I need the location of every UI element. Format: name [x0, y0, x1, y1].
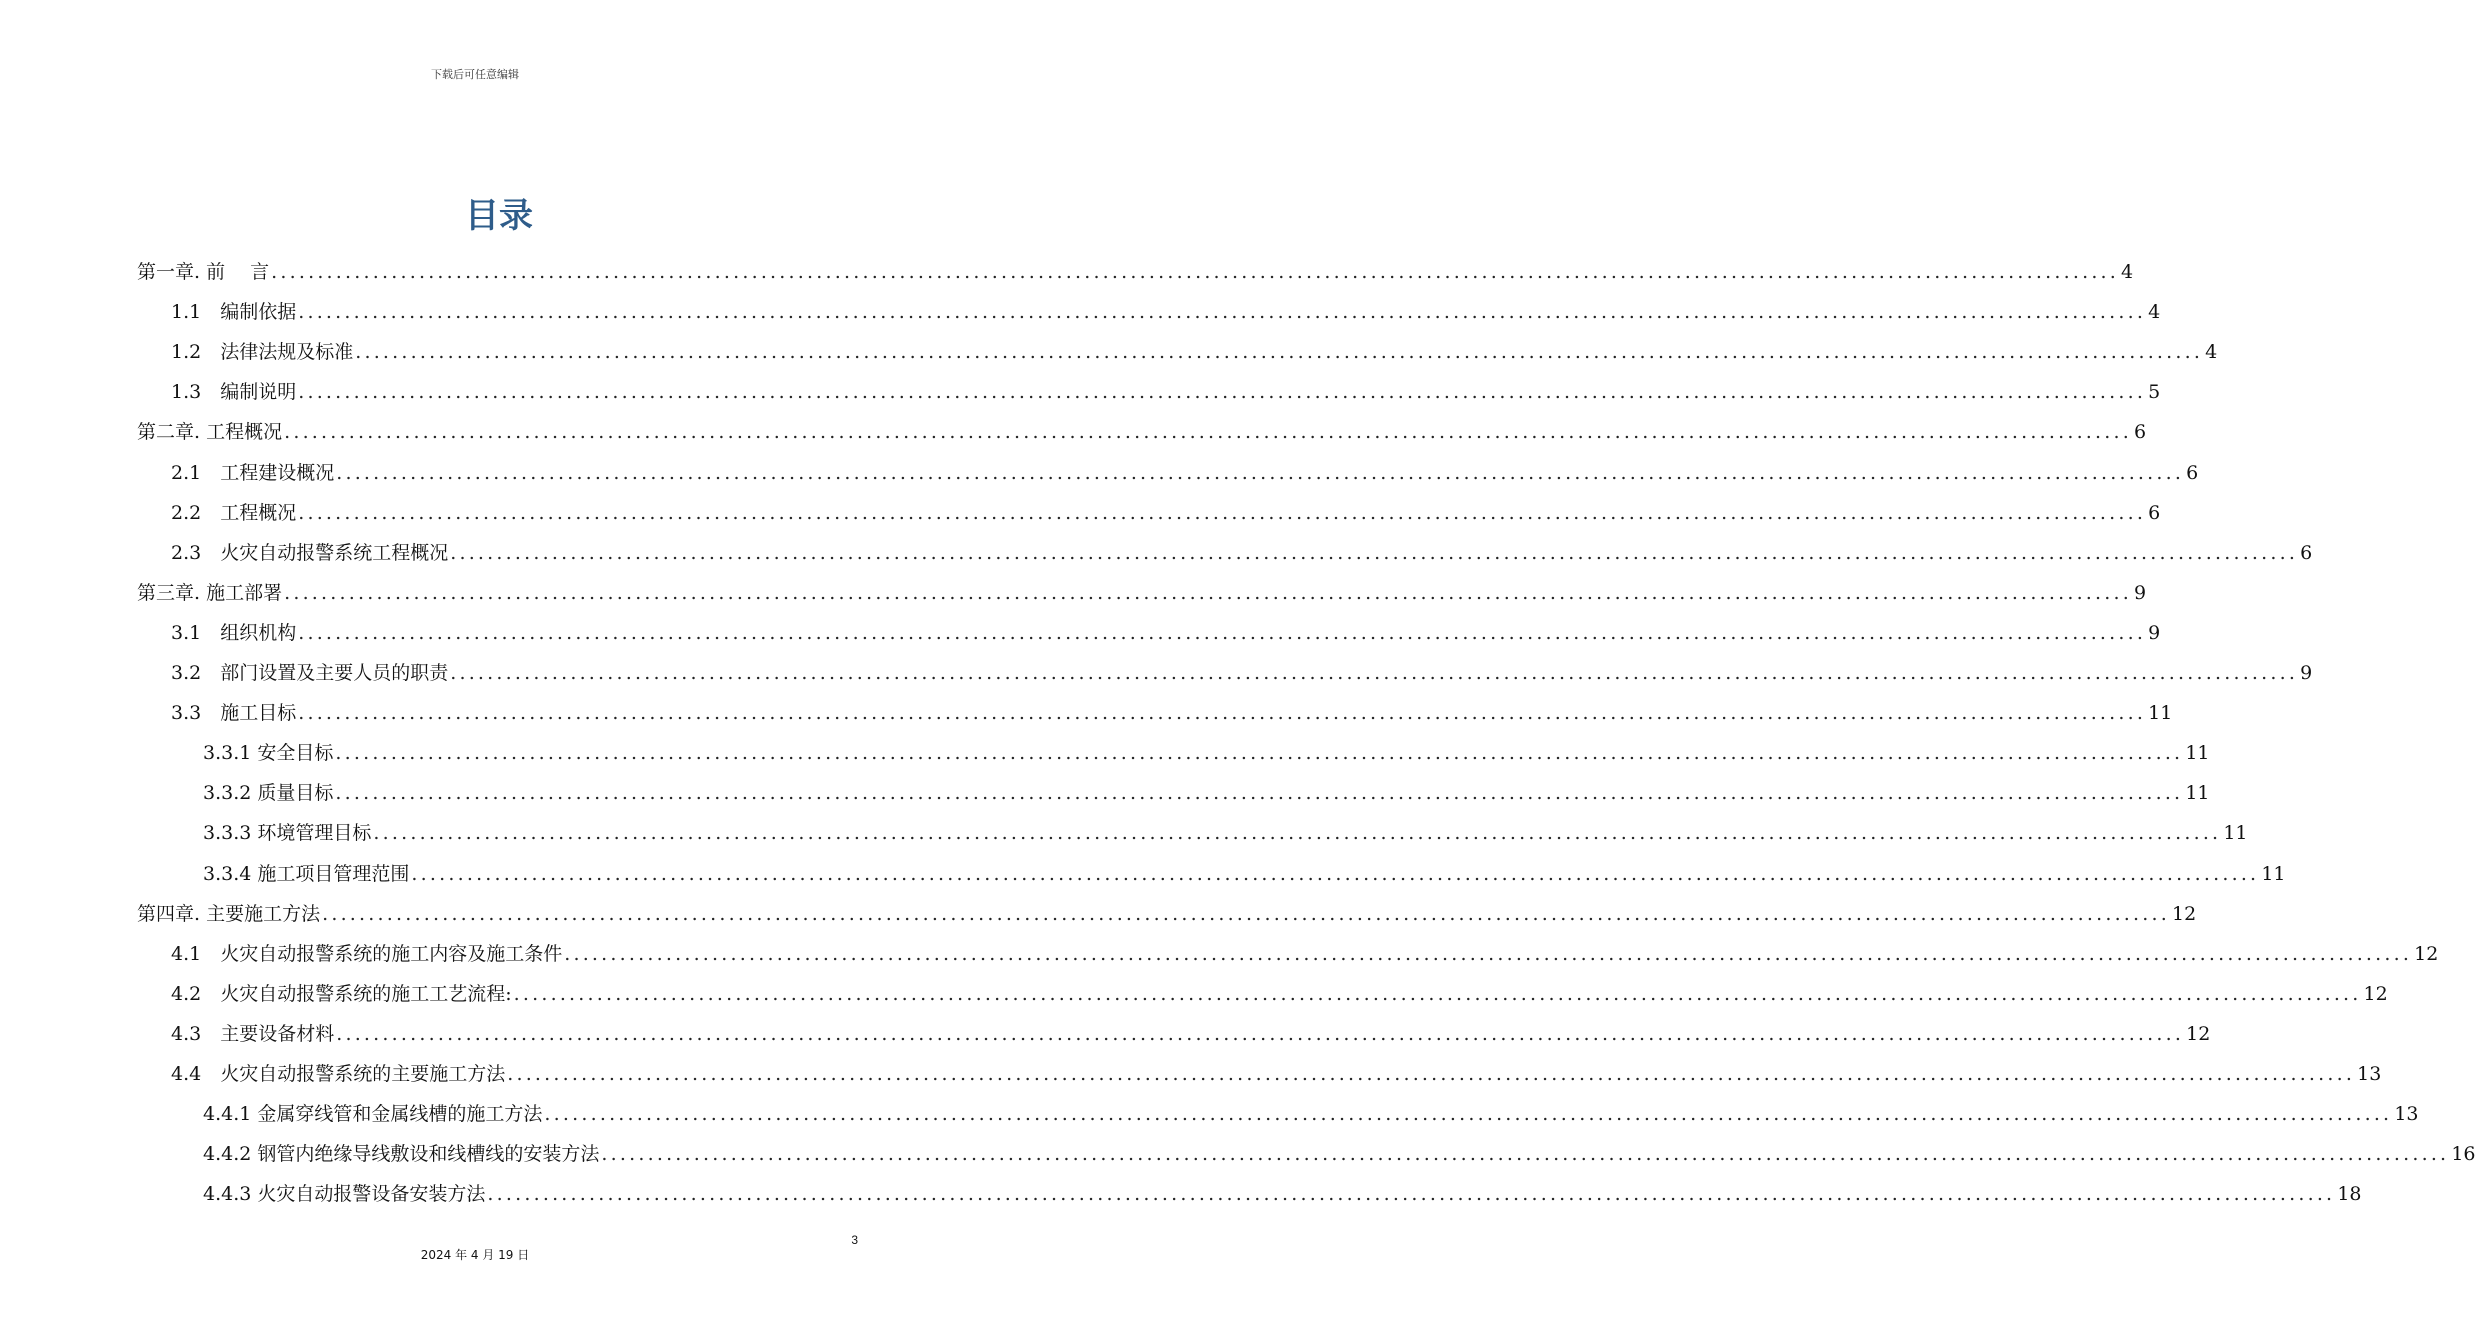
toc-leader-dots: ........................................................................................................................................................................................................ [450, 541, 2299, 564]
toc-leader-dots: ........................................................................................................................................................................................................ [298, 381, 2147, 404]
toc-entry[interactable] [171, 613, 2161, 653]
toc-entry-page: 18 [2337, 1183, 2362, 1206]
page-header: 下载后可任意编辑 [431, 68, 519, 81]
toc-leader-dots: ........................................................................................................................................................................................................ [601, 1143, 2450, 1166]
toc-entry-page: 6 [2134, 421, 2147, 444]
toc-leader-dots: ........................................................................................................................................................................................................ [284, 421, 2133, 444]
toc-entry-label: 2.1 工程建设概况 [171, 461, 335, 484]
toc-entry-page: 11 [2185, 742, 2210, 765]
toc-entry[interactable] [203, 773, 2210, 813]
toc-entry[interactable] [203, 733, 2210, 773]
toc-entry[interactable] [171, 332, 2218, 372]
toc-entry-label: 1.2 法律法规及标准 [171, 341, 354, 364]
toc-leader-dots: ........................................................................................................................................................................................................ [507, 1063, 2356, 1085]
toc-leader-dots: ........................................................................................................................................................................................................ [298, 301, 2147, 324]
toc-entry[interactable] [203, 854, 2286, 894]
toc-entry-page: 13 [2357, 1063, 2382, 1085]
toc-entry[interactable] [171, 1054, 2382, 1094]
toc-entry-page: 9 [2300, 662, 2313, 684]
toc-leader-dots: ........................................................................................................................................................................................................ [284, 581, 2133, 604]
toc-leader-dots: ........................................................................................................................................................................................................ [336, 461, 2185, 484]
toc-entry-page: 12 [2414, 942, 2439, 965]
toc-entry[interactable] [137, 573, 2147, 613]
toc-leader-dots: ........................................................................................................................................................................................................ [411, 862, 2260, 885]
toc-entry-label: 3.3.4 施工项目管理范围 [203, 862, 410, 885]
toc-entry[interactable] [203, 1094, 2419, 1134]
toc-entry-label: 第二章. 工程概况 [137, 421, 283, 444]
toc-entry-page: 11 [2261, 862, 2286, 885]
toc-entry-label: 3.3.3 环境管理目标 [203, 822, 372, 845]
toc-leader-dots: ........................................................................................................................................................................................................ [450, 662, 2299, 684]
page-number: 3 [851, 1233, 858, 1247]
toc-entry-page: 12 [2172, 902, 2197, 925]
toc-entry-page: 11 [2185, 782, 2210, 805]
toc-entry-page: 9 [2134, 581, 2147, 604]
toc-entry[interactable] [171, 1014, 2211, 1054]
toc-leader-dots: ........................................................................................................................................................................................................ [487, 1183, 2336, 1206]
toc-leader-dots: ........................................................................................................................................................................................................ [513, 982, 2362, 1005]
toc-entry-page: 11 [2223, 822, 2248, 845]
toc-leader-dots: ........................................................................................................................................................................................................ [336, 1022, 2185, 1045]
toc-entry-label: 第一章. 前 言 [137, 261, 270, 283]
toc-entry[interactable] [137, 894, 2197, 934]
toc-entry[interactable] [171, 533, 2313, 573]
toc-entry-label: 2.2 工程概况 [171, 501, 297, 524]
toc-leader-dots: ........................................................................................................................................................................................................ [335, 742, 2184, 765]
toc-entry-label: 4.4 火灾自动报警系统的主要施工方法 [171, 1063, 506, 1085]
toc-entry-label: 3.3 施工目标 [171, 702, 297, 725]
toc-entry[interactable] [171, 453, 2199, 493]
toc-entry-label: 第四章. 主要施工方法 [137, 902, 321, 925]
toc-entry-page: 12 [2363, 982, 2388, 1005]
toc-leader-dots: ........................................................................................................................................................................................................ [298, 702, 2147, 725]
toc-entry-label: 4.3 主要设备材料 [171, 1022, 335, 1045]
toc-entry-label: 4.4.3 火灾自动报警设备安装方法 [203, 1183, 486, 1206]
toc-leader-dots: ........................................................................................................................................................................................................ [298, 501, 2147, 524]
toc-entry-page: 6 [2148, 501, 2161, 524]
toc-entry[interactable] [171, 693, 2173, 733]
toc-entry-label: 4.1 火灾自动报警系统的施工内容及施工条件 [171, 942, 563, 965]
toc-leader-dots: ........................................................................................................................................................................................................ [544, 1103, 2393, 1126]
toc-leader-dots: ........................................................................................................................................................................................................ [271, 261, 2120, 283]
toc-entry-page: 4 [2121, 261, 2134, 283]
toc-entry-label: 4.4.2 钢管内绝缘导线敷设和线槽线的安装方法 [203, 1143, 600, 1166]
toc-entry[interactable] [171, 372, 2161, 412]
toc-entry[interactable] [171, 493, 2161, 533]
toc-entry-page: 12 [2186, 1022, 2211, 1045]
page-footer-date: 2024 年 4 月 19 日 [420, 1248, 530, 1262]
toc-entry-page: 4 [2148, 301, 2161, 324]
toc-entry[interactable] [203, 1134, 2476, 1174]
toc-entry-label: 4.4.1 金属穿线管和金属线槽的施工方法 [203, 1103, 543, 1126]
toc-leader-dots: ........................................................................................................................................................................................................ [564, 942, 2413, 965]
toc-entry-label: 3.3.1 安全目标 [203, 742, 334, 765]
toc-entry[interactable] [171, 292, 2161, 332]
toc-entry-page: 11 [2148, 702, 2173, 725]
toc-entry-page: 4 [2205, 341, 2218, 364]
toc-entry[interactable] [137, 412, 2147, 452]
toc-entry-page: 5 [2148, 381, 2161, 404]
toc-entry-label: 第三章. 施工部署 [137, 581, 283, 604]
toc-entry-label: 2.3 火灾自动报警系统工程概况 [171, 541, 449, 564]
toc-leader-dots: ........................................................................................................................................................................................................ [373, 822, 2222, 845]
toc-entry[interactable] [137, 252, 2134, 292]
toc-entry-label: 3.3.2 质量目标 [203, 782, 334, 805]
toc-entry-label: 3.1 组织机构 [171, 621, 297, 644]
toc-leader-dots: ........................................................................................................................................................................................................ [355, 341, 2204, 364]
toc-entry[interactable] [203, 1174, 2362, 1214]
toc-entry-label: 1.1 编制依据 [171, 301, 297, 324]
toc-entry[interactable] [171, 653, 2313, 693]
toc-entry-page: 16 [2451, 1143, 2476, 1166]
toc-leader-dots: ........................................................................................................................................................................................................ [335, 782, 2184, 805]
toc-entry[interactable] [171, 974, 2388, 1014]
toc-title: 目录 [465, 196, 533, 236]
toc-entry[interactable] [171, 934, 2439, 974]
toc-entry-label: 4.2 火灾自动报警系统的施工工艺流程: [171, 982, 512, 1005]
toc-entry-label: 3.2 部门设置及主要人员的职责 [171, 662, 449, 684]
toc-entry[interactable] [203, 813, 2248, 853]
toc-leader-dots: ........................................................................................................................................................................................................ [298, 621, 2147, 644]
toc-entry-page: 6 [2300, 541, 2313, 564]
toc-entry-page: 6 [2186, 461, 2199, 484]
toc-entry-page: 13 [2394, 1103, 2419, 1126]
toc-entry-label: 1.3 编制说明 [171, 381, 297, 404]
toc-leader-dots: ........................................................................................................................................................................................................ [322, 902, 2171, 925]
toc-entry-page: 9 [2148, 621, 2161, 644]
